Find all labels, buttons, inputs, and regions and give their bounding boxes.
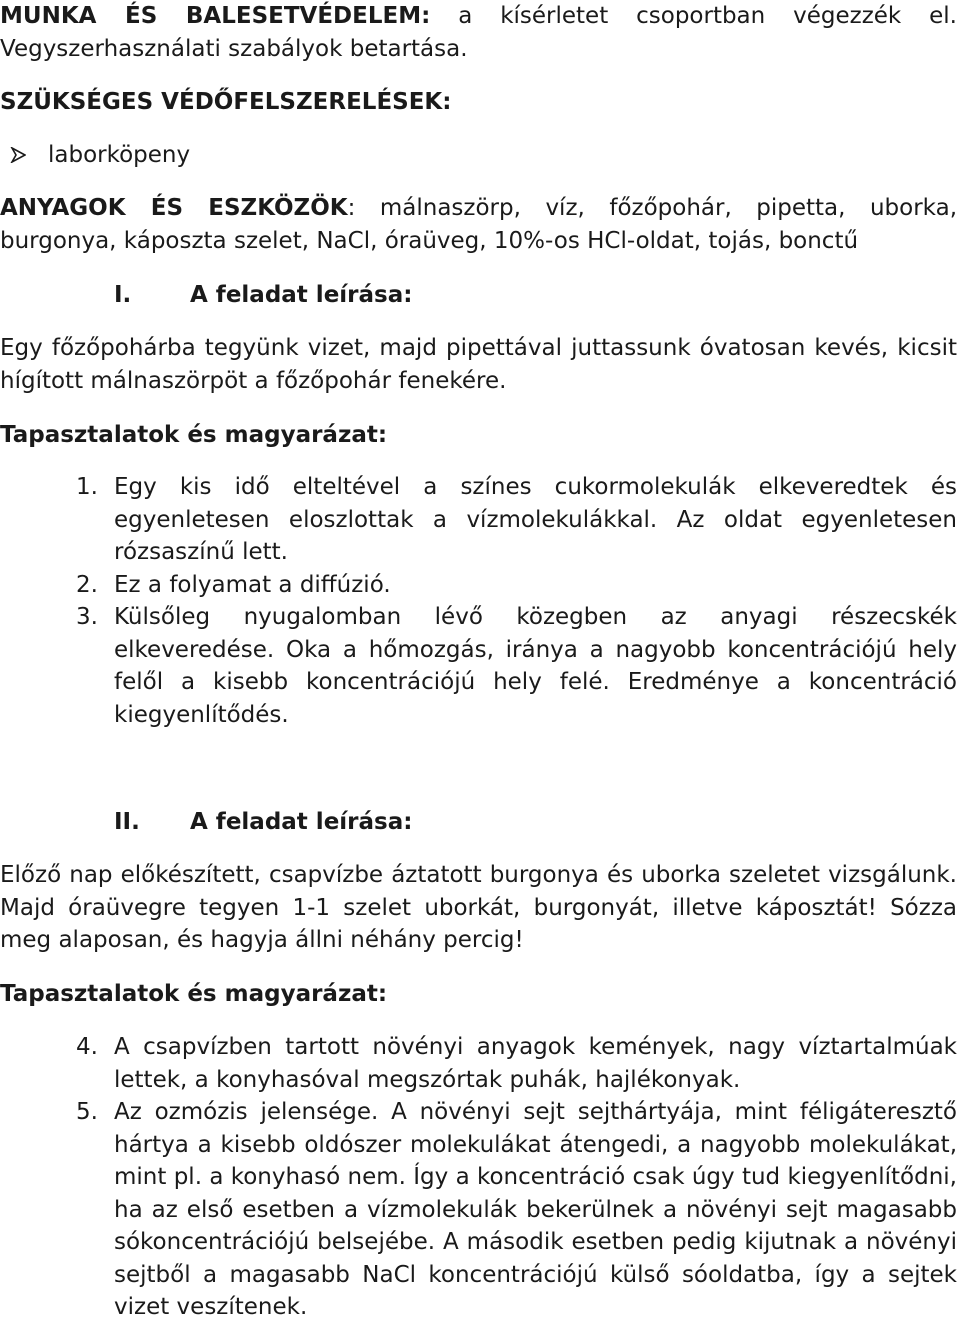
protective-item-label: laborköpeny bbox=[48, 142, 191, 168]
protective-item bbox=[10, 139, 190, 171]
task2-description: Előző nap előkészített, csapvízbe áztatott burgonya és uborka szeletet vizsgálunk. Majd óraüvegre tegyen 1-1 szelet uborkát, burgonyát, illetve káposztát! Sózza meg alaposan, és hagyja állni néhány percig! bbox=[0, 862, 957, 953]
safety-text: a kísérletet csoportban végezzék el. Vegyszerhasználati szabályok betartása. bbox=[0, 3, 957, 62]
arrowhead-bullet-icon bbox=[10, 147, 26, 163]
list-item-text: Külsőleg nyugalomban lévő közegben az anyagi részecskék elkeveredése. Oka a hőmozgás, iránya a nagyobb koncentrációjú hely felől a kisebb koncentrációjú hely felé. Eredménye a koncentráció kiegyenlítődés. bbox=[114, 604, 957, 728]
list-item-text: Az ozmózis jelensége. A növényi sejt sejthártyája, mint féligáteresztő hártya a kisebb oldószer molekulákat átengedi, a nagyobb molekulákat, mint pl. a konyhasó nem. Így a koncentráció csak úgy tud kiegyenlítődni, ha az első esetben a vízmolekulák bekerülnek a növényi sejt magasabb sókoncentrációjú belsejébe. A második esetben pedig kijutnak a növényi sejtből a magasabb NaCl koncentrációjú külső sóoldatba, így a sejtek vizet veszítenek. bbox=[114, 1099, 957, 1320]
task1-roman: I. bbox=[114, 282, 132, 308]
list-item-number: 3. bbox=[76, 604, 98, 630]
task2-roman: II. bbox=[114, 809, 140, 835]
list-item-number: 4. bbox=[76, 1034, 98, 1060]
task2-title: A feladat leírása: bbox=[190, 809, 413, 835]
materials-heading: ANYAGOK ÉS ESZKÖZÖK bbox=[0, 195, 348, 221]
materials-text: : málnaszörp, víz, főzőpohár, pipetta, uborka, burgonya, káposzta szelet, NaCl, óraüveg, 10%-os HCl-oldat, tojás, bonctű bbox=[0, 195, 957, 254]
list-item bbox=[0, 569, 957, 602]
list-item-number: 5. bbox=[76, 1099, 98, 1125]
task1-experience-heading: Tapasztalatok és magyarázat: bbox=[0, 422, 388, 448]
list-item bbox=[0, 471, 957, 569]
list-item bbox=[0, 1031, 957, 1096]
list-item-number: 2. bbox=[76, 571, 98, 598]
task2-experience-heading: Tapasztalatok és magyarázat: bbox=[0, 981, 388, 1007]
list-item-text: Egy kis idő elteltével a színes cukormolekulák elkeveredtek és egyenletesen eloszlottak a vízmolekulákkal. Az oldat egyenletesen rózsaszínű lett. bbox=[114, 474, 957, 565]
task2-list bbox=[0, 1031, 957, 1324]
list-item bbox=[0, 1096, 957, 1324]
task1-title: A feladat leírása: bbox=[190, 282, 413, 308]
safety-paragraph bbox=[0, 0, 957, 65]
list-item bbox=[0, 601, 957, 731]
task1-description: Egy főzőpohárba tegyünk vizet, majd pipettával juttassunk óvatosan kevés, kicsit hígított málnaszörpöt a főzőpohár fenekére. bbox=[0, 335, 957, 394]
list-item-text: A csapvízben tartott növényi anyagok kemények, nagy víztartalmúak lettek, a konyhasóval megszórtak puhák, hajlékonyak. bbox=[114, 1034, 957, 1093]
protective-heading: SZÜKSÉGES VÉDŐFELSZERELÉSEK: bbox=[0, 89, 452, 115]
safety-heading: MUNKA ÉS BALESETVÉDELEM: bbox=[0, 3, 431, 29]
list-item-text: Ez a folyamat a diffúzió. bbox=[114, 571, 391, 598]
list-item-number: 1. bbox=[76, 474, 98, 500]
materials-paragraph bbox=[0, 192, 957, 257]
task1-list bbox=[0, 471, 957, 731]
